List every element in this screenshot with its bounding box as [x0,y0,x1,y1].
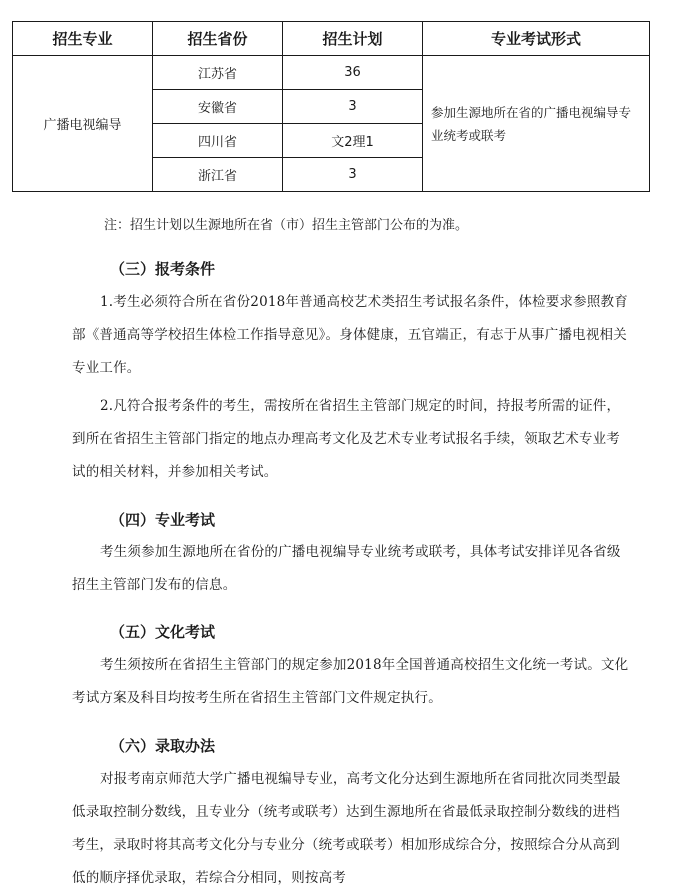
province-cell: 江苏省 [153,56,283,90]
paragraph-conditions-2: 2.凡符合报考条件的考生，需按所在省招生主管部门规定的时间，持报考所需的证件，到所在省招生主管部门指定的地点办理高考文化及艺术专业考试报名手续，领取艺术专业考试的相关材料，并参加相关考试。 [72,398,621,480]
paragraph-cultural-exam: 考生须按所在省招生主管部门的规定参加2018年全国普通高校招生文化统一考试。文化考试方案及科目均按考生所在省招生主管部门文件规定执行。 [72,657,629,706]
plan-cell: 3 [283,90,423,124]
paragraph-conditions-1: 1.考生必须符合所在省份2018年普通高校艺术类招生考试报名条件，体检要求参照教育部《普通高等学校招生体检工作指导意见》。身体健康，五官端正，有志于从事广播电视相关专业工作。 [72,294,628,376]
table-header-row [13,22,650,56]
plan-cell: 36 [283,56,423,90]
header-major: 招生专业 [13,22,153,56]
paragraph-admission: 对报考南京师范大学广播电视编导专业，高考文化分达到生源地所在省同批次同类型最低录取控制分数线，且专业分（统考或联考）达到生源地所在省最低录取控制分数线的进档考生，录取时将其高考文化分与专业分（统考或联考）相加形成综合分，按照综合分从高到低的顺序择优录取，若综合分相同，则按高考 [72,771,621,886]
section-heading-admission: （六）录取办法 [110,737,216,755]
header-exam-form: 专业考试形式 [423,22,650,56]
header-province: 招生省份 [153,22,283,56]
table-row [13,56,650,90]
plan-cell: 文2理1 [283,124,423,158]
province-cell: 浙江省 [153,158,283,192]
section-heading-professional-exam: （四）专业考试 [110,511,216,529]
exam-form-cell: 参加生源地所在省的广播电视编导专业统考或联考 [423,56,650,192]
header-plan: 招生计划 [283,22,423,56]
enrollment-plan-table [12,21,650,192]
major-cell: 广播电视编导 [13,56,153,192]
section-heading-conditions: （三）报考条件 [110,260,216,278]
paragraph-professional-exam: 考生须参加生源地所在省份的广播电视编导专业统考或联考，具体考试安排详见各省级招生主管部门发布的信息。 [72,544,621,593]
section-heading-cultural-exam: （五）文化考试 [110,623,216,641]
table-note: 注：招生计划以生源地所在省（市）招生主管部门公布的为准。 [104,218,469,233]
plan-cell: 3 [283,158,423,192]
province-cell: 四川省 [153,124,283,158]
province-cell: 安徽省 [153,90,283,124]
